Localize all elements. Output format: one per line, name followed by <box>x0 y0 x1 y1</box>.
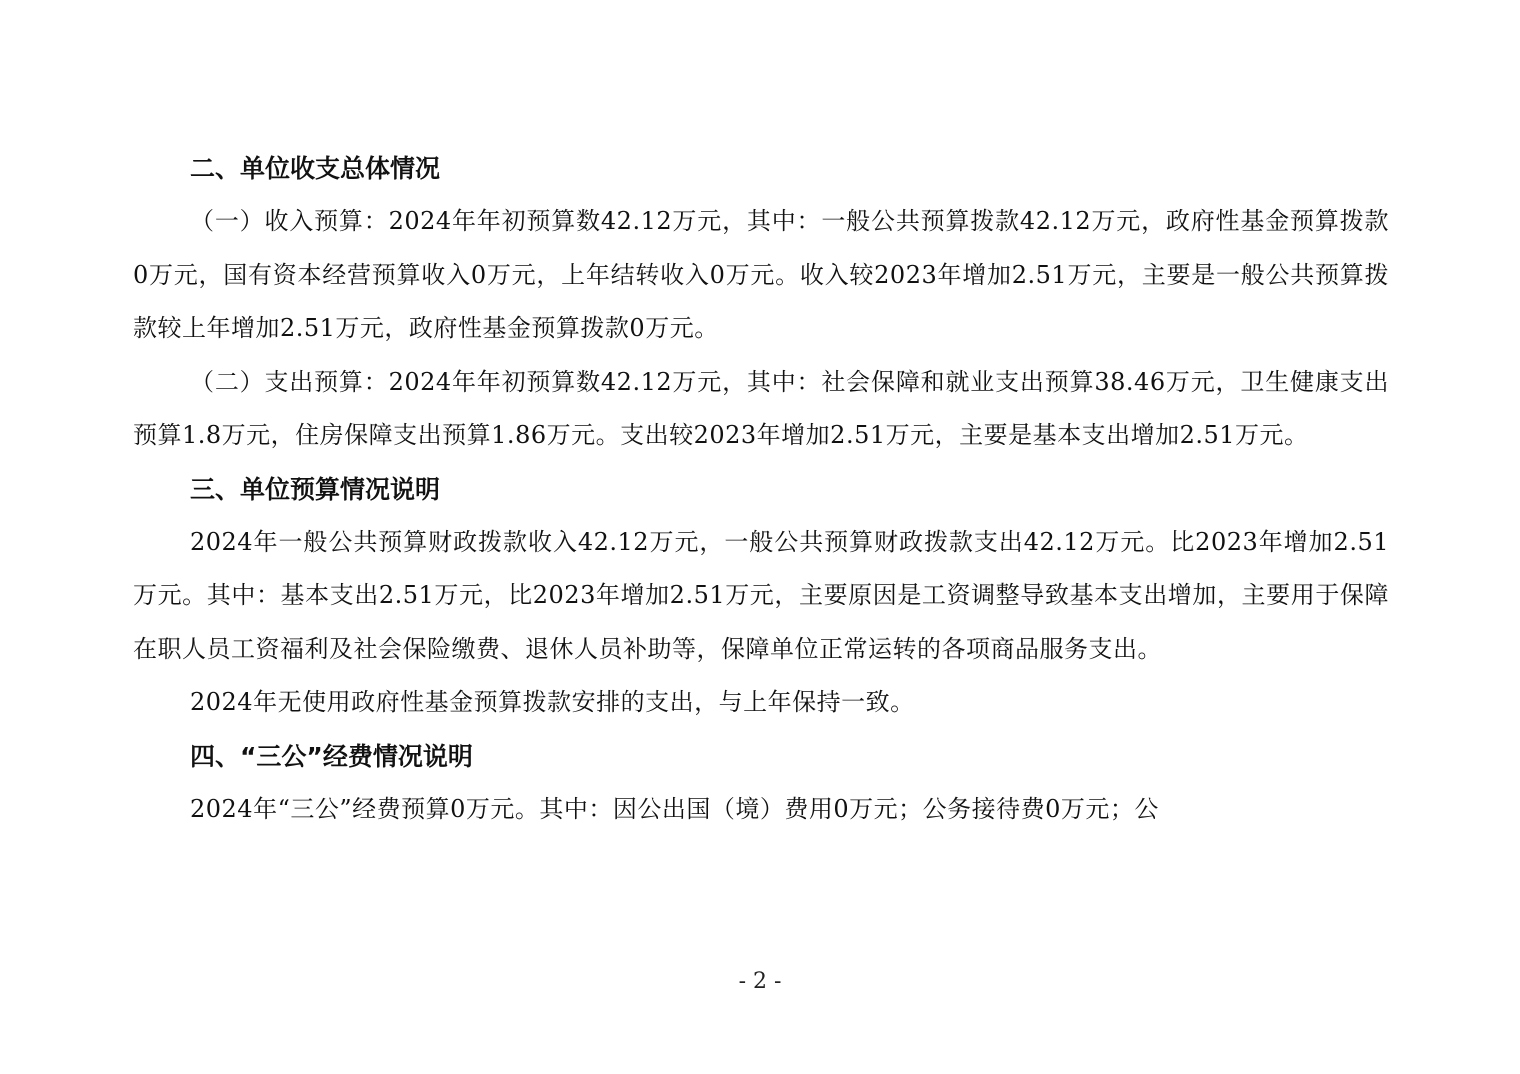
paragraph-government-fund-budget: 2024年无使用政府性基金预算拨款安排的支出，与上年保持一致。 <box>190 688 915 716</box>
paragraph-three-public-expenses: 2024年“三公”经费预算0万元。其中：因公出国（境）费用0万元；公务接待费0万元；公 <box>190 794 1159 823</box>
section-heading-overall-revenue-expenditure: 二、单位收支总体情况 <box>190 154 441 183</box>
paragraph-expenditure-budget: （二）支出预算：2024年年初预算数42.12万元，其中：社会保障和就业支出预算38.46万元，卫生健康支出预算1.8万元，住房保障支出预算1.86万元。支出较2023年增加2.51万元，主要是基本支出增加2.51万元。 <box>133 367 1389 449</box>
document-body <box>133 142 1389 836</box>
paragraph-revenue-budget: （一）收入预算：2024年年初预算数42.12万元，其中：一般公共预算拨款42.12万元，政府性基金预算拨款0万元，国有资本经营预算收入0万元，上年结转收入0万元。收入较2023年增加2.51万元，主要是一般公共预算拨款较上年增加2.51万元，政府性基金预算拨款0万元。 <box>133 207 1389 342</box>
paragraph-general-public-budget: 2024年一般公共预算财政拨款收入42.12万元，一般公共预算财政拨款支出42.12万元。比2023年增加2.51万元。其中：基本支出2.51万元，比2023年增加2.51万元，主要原因是工资调整导致基本支出增加，主要用于保障在职人员工资福利及社会保险缴费、退休人员补助等，保障单位正常运转的各项商品服务支出。 <box>133 527 1389 663</box>
section-heading-three-public-expenses: 四、“三公”经费情况说明 <box>190 741 473 771</box>
section-heading-unit-budget: 三、单位预算情况说明 <box>190 474 441 504</box>
page-number: - 2 - <box>738 969 782 994</box>
